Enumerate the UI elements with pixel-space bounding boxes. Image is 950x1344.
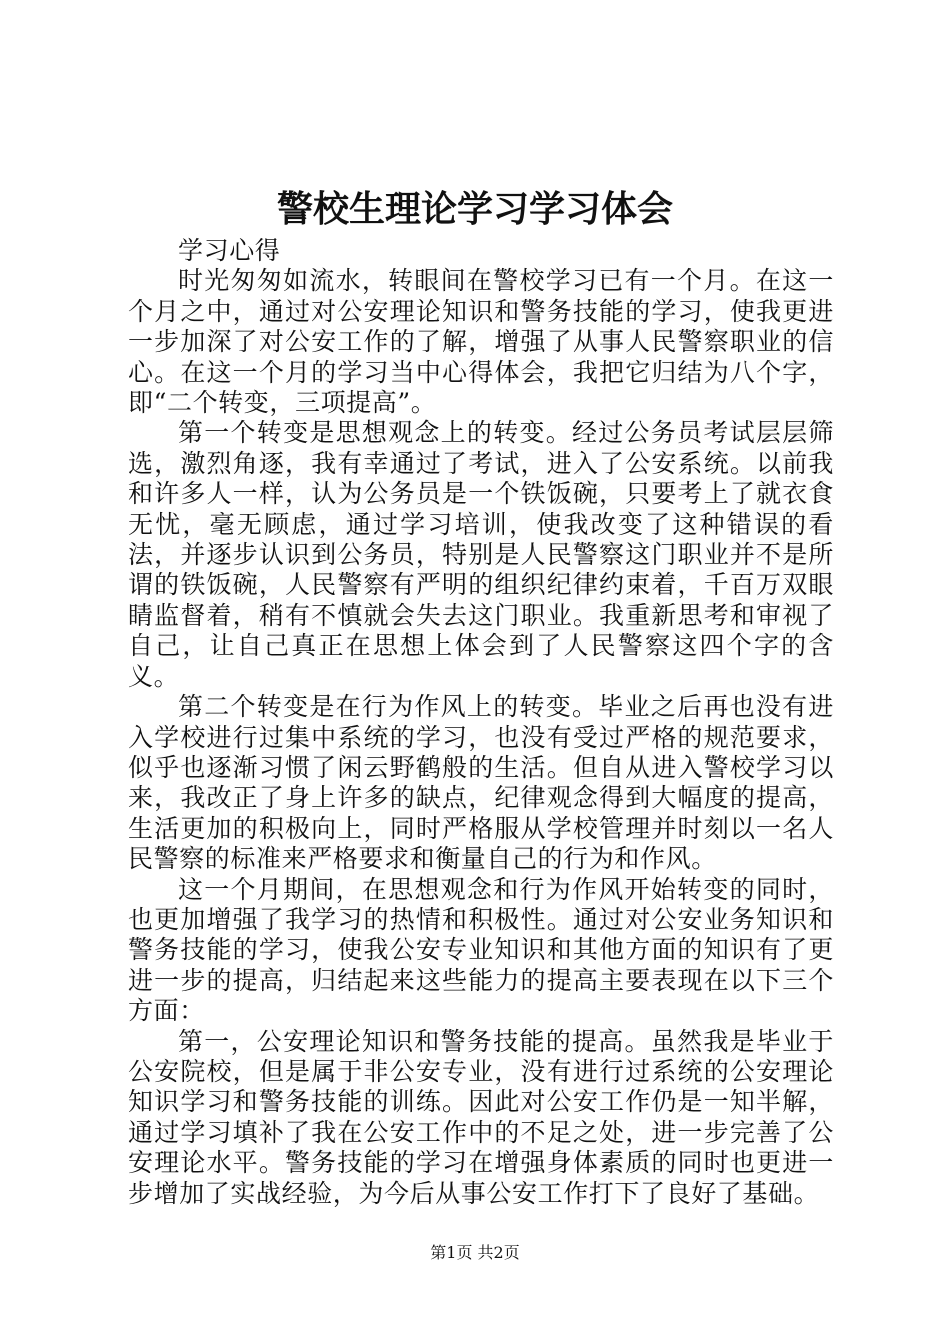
paragraph-first-change: 第一个转变是思想观念上的转变。经过公务员考试层层筛选，激烈角逐，我有幸通过了考试，进入了公安系统。以前我和许多人一样，认为公务员是一个铁饭碗，只要考上了就衣食无忧，毫无顾虑，通过学习培训，使我改变了这种错误的看法，并逐步认识到公务员，特别是人民警察这门职业并不是所谓的铁饭碗，人民警察有严明的组织纪律约束着，千百万双眼睛监督着，稍有不慎就会失去这门职业。我重新思考和审视了自己，让自己真正在思想上体会到了人民警察这四个字的含义。	[128, 418, 834, 691]
document-title: 警校生理论学习学习体会	[276, 188, 673, 230]
paragraph-improvements: 这一个月期间，在思想观念和行为作风开始转变的同时，也更加增强了我学习的热情和积极性。通过对公安业务知识和警务技能的学习，使我公安专业知识和其他方面的知识有了更进一步的提高，归结起来这些能力的提高主要表现在以下三个方面：	[128, 874, 834, 1026]
page-footer: 第1页 共2页	[430, 1243, 520, 1262]
paragraph-first-improvement: 第一，公安理论知识和警务技能的提高。虽然我是毕业于公安院校，但是属于非公安专业，没有进行过系统的公安理论知识学习和警务技能的训练。因此对公安工作仍是一知半解，通过学习填补了我在公安工作中的不足之处，进一步完善了公安理论水平。警务技能的学习在增强身体素质的同时也更进一步增加了实战经验，为今后从事公安工作打下了良好了基础。	[128, 1026, 834, 1208]
paragraph-second-change: 第二个转变是在行为作风上的转变。毕业之后再也没有进入学校进行过集中系统的学习，也没有受过严格的规范要求，似乎也逐渐习惯了闲云野鹤般的生活。但自从进入警校学习以来，我改正了身上许多的缺点，纪律观念得到大幅度的提高，生活更加的积极向上，同时严格服从学校管理并时刻以一名人民警察的标准来严格要求和衡量自己的行为和作风。	[128, 692, 834, 874]
document-body	[128, 236, 834, 1209]
paragraph-heading: 学习心得	[178, 236, 281, 265]
paragraph-intro: 时光匆匆如流水，转眼间在警校学习已有一个月。在这一个月之中，通过对公安理论知识和警务技能的学习，使我更进一步加深了对公安工作的了解，增强了从事人民警察职业的信心。在这一个月的学习当中心得体会，我把它归结为八个字，即“二个转变，三项提高”。	[128, 266, 834, 418]
